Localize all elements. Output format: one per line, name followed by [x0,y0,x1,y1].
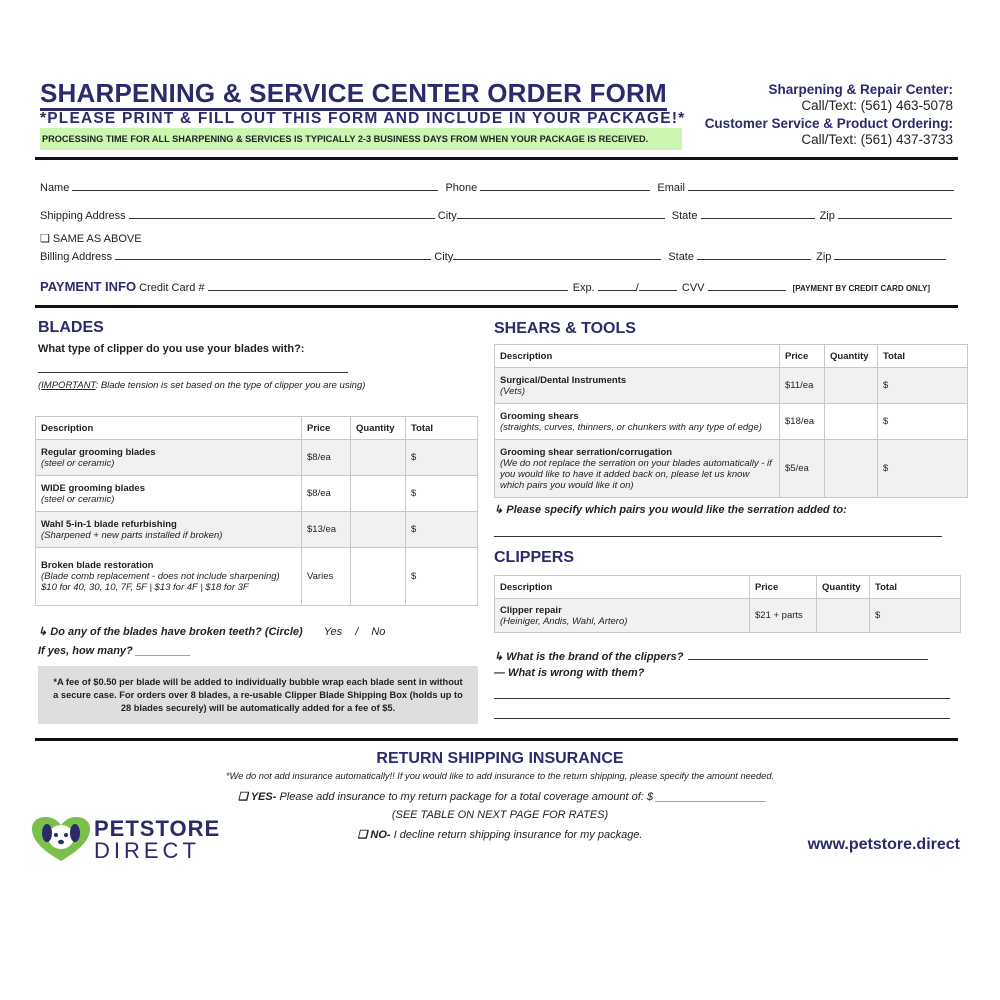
clipper-type-field[interactable] [38,361,348,373]
customer-service-label: Customer Service & Product Ordering: [704,116,953,131]
broken-teeth-yes[interactable]: Yes [323,626,343,638]
col-description: Description [495,576,750,599]
wrong-field-line-1[interactable] [494,688,950,699]
brand-field[interactable] [688,650,928,660]
serration-field[interactable] [494,526,942,537]
name-field[interactable] [72,181,438,191]
exp-month-field[interactable] [598,281,636,291]
important-label: IMPORTANT [41,380,96,391]
how-many-question: If yes, how many? _________ [38,645,191,657]
page-title: SHARPENING & SERVICE CENTER ORDER FORM [40,78,667,111]
row-note: (We do not replace the serration on your blades automatically - if you would like to have it added back on, please let us know which pairs you would like it on) [500,457,772,491]
row-price: $11/ea [780,368,825,404]
col-description: Description [36,417,302,440]
table-row [495,368,968,404]
insurance-divider [35,738,958,741]
payment-info-label: PAYMENT INFO [40,279,137,294]
row-total: $ [878,368,968,404]
brand-question: ↳ What is the brand of the clippers? [494,651,684,663]
insurance-yes-label: ❑ YES- [238,791,277,803]
table-row [36,440,478,476]
cvv-field[interactable] [708,281,786,291]
payment-note: [PAYMENT BY CREDIT CARD ONLY] [792,284,930,293]
row-total: $ [406,476,478,512]
col-total: Total [406,417,478,440]
insurance-no-label: ❑ NO- [357,829,391,841]
billing-state-label: State [668,251,694,263]
exp-label: Exp. [572,282,595,294]
insurance-note: *We do not add insurance automatically!! If you would like to add insurance to the return shipping, please specify the amount needed. [225,771,775,781]
header-divider [35,157,958,160]
table-row [495,440,968,498]
insurance-yes-text: Please add insurance to my return package for a total coverage amount of: $ __________________ [276,791,767,803]
col-total: Total [870,576,961,599]
broken-teeth-question: ↳ Do any of the blades have broken teeth? (Circle) [38,626,303,638]
row-quantity-field[interactable] [351,512,406,548]
shipping-row [40,209,952,222]
row-total: $ [870,599,961,633]
exp-year-field[interactable] [639,281,677,291]
row-note: (Vets) [500,385,525,397]
broken-teeth-row [38,625,385,638]
row-total: $ [878,440,968,498]
name-row [40,181,954,194]
row-total: $ [878,404,968,440]
row-price: $13/ea [302,512,351,548]
exp-separator: / [635,282,639,294]
clippers-title: CLIPPERS [494,549,575,566]
row-description: WIDE grooming blades [41,482,145,494]
blade-fee-note: *A fee of $0.50 per blade will be added to individually bubble wrap each blade sent in without a secure case. For orders over 8 blades, a re-usable Clipper Blade Shipping Box (holds up to 28 blades securely) will be automatically added for a fee of $5. [38,666,478,724]
insurance-yes-option[interactable] [238,790,766,803]
row-price: Varies [302,548,351,606]
row-note: (straights, curves, thinners, or chunkers with any type of edge) [500,421,762,433]
row-description: Wahl 5-in-1 blade refurbishing [41,518,177,530]
shears-table [494,344,968,498]
shipping-city-field[interactable] [457,209,665,219]
clippers-table [494,575,961,633]
website-url[interactable]: www.petstore.direct [807,836,960,853]
row-description: Clipper repair [500,604,562,616]
col-quantity: Quantity [351,417,406,440]
insurance-see-table: (SEE TABLE ON NEXT PAGE FOR RATES) [391,809,609,821]
important-text: : Blade tension is set based on the type of clipper you are using) [95,380,366,391]
blades-table [35,416,478,606]
phone-label: Phone [445,182,478,194]
billing-state-field[interactable] [697,250,811,260]
row-total: $ [406,440,478,476]
billing-zip-field[interactable] [834,250,946,260]
credit-card-field[interactable] [208,281,568,291]
section-divider [35,305,958,308]
billing-address-label: Billing Address [40,251,113,263]
table-row [495,404,968,440]
row-price: $8/ea [302,440,351,476]
shears-title: SHEARS & TOOLS [494,320,636,337]
cvv-label: CVV [681,282,705,294]
email-label: Email [657,182,685,194]
billing-city-field[interactable] [453,250,661,260]
row-description: Broken blade restoration [41,560,154,571]
row-total: $ [406,548,478,606]
row-quantity-field[interactable] [351,548,406,606]
processing-time-banner: PROCESSING TIME FOR ALL SHARPENING & SERVICES IS TYPICALLY 2-3 BUSINESS DAYS FROM WHEN YOUR PACKAGE IS RECEIVED. [40,128,682,150]
row-description: Grooming shear serration/corrugation [500,446,673,458]
row-total: $ [406,512,478,548]
payment-row [40,279,930,294]
col-description: Description [495,345,780,368]
row-note: (Sharpened + new parts installed if broken) [41,529,223,541]
email-field[interactable] [688,181,954,191]
billing-row [40,250,946,263]
wrong-question: — What is wrong with them? [494,667,645,679]
row-price: $5/ea [780,440,825,498]
row-note: (Heiniger, Andis, Wahl, Artero) [500,615,628,627]
row-note-sizes: $10 for 40, 30, 10, 7F, 5F | $13 for 4F | $18 for 3F [41,582,249,593]
logo-text-bottom: DIRECT [94,838,200,863]
repair-center-label: Sharpening & Repair Center: [768,82,953,97]
row-quantity-field[interactable] [825,368,878,404]
shipping-zip-label: Zip [819,210,835,222]
petstore-logo-icon [30,815,92,863]
shipping-zip-field[interactable] [838,209,952,219]
billing-address-field[interactable] [115,250,431,260]
shipping-state-label: State [671,210,698,222]
billing-city-label: City [434,251,454,263]
important-note [38,380,365,391]
row-quantity-field[interactable] [825,404,878,440]
row-price: $8/ea [302,476,351,512]
phone-field[interactable] [480,181,650,191]
logo-text-top: PETSTORE [94,816,221,841]
same-as-above-checkbox[interactable]: ❑ SAME AS ABOVE [40,233,142,245]
insurance-title: RETURN SHIPPING INSURANCE [376,750,624,767]
table-row [36,476,478,512]
row-quantity-field[interactable] [351,476,406,512]
shipping-city-label: City [437,210,457,222]
shipping-state-field[interactable] [701,209,815,219]
row-description: Grooming shears [500,410,579,422]
row-note: (steel or ceramic) [41,493,115,505]
row-quantity-field[interactable] [351,440,406,476]
brand-row [494,647,928,665]
broken-teeth-slash: / [355,626,359,638]
col-quantity: Quantity [817,576,870,599]
page-subtitle: *PLEASE PRINT & FILL OUT THIS FORM AND INCLUDE IN YOUR PACKAGE!* [40,110,686,127]
row-note: (steel or ceramic) [41,457,115,469]
row-quantity-field[interactable] [825,440,878,498]
billing-zip-label: Zip [816,251,832,263]
row-price: $18/ea [780,404,825,440]
repair-center-phone: Call/Text: (561) 463-5078 [801,98,953,113]
name-label: Name [40,182,70,194]
row-quantity-field[interactable] [817,599,870,633]
serration-question: ↳ Please specify which pairs you would like the serration added to: [494,504,847,516]
wrong-field-line-2[interactable] [494,708,950,719]
clipper-type-question: What type of clipper do you use your blades with?: [38,343,305,355]
shipping-address-field[interactable] [129,209,435,219]
table-row [36,512,478,548]
row-note: (Blade comb replacement - does not include sharpening) [41,571,280,582]
shipping-address-label: Shipping Address [40,210,126,222]
row-description: Surgical/Dental Instruments [500,374,627,386]
row-price: $21 + parts [750,599,817,633]
insurance-no-text: I decline return shipping insurance for my package. [390,829,643,841]
col-price: Price [302,417,351,440]
blades-title: BLADES [38,319,104,336]
important-open: ( [38,380,42,391]
row-description: Regular grooming blades [41,446,156,458]
table-row [36,548,478,606]
col-total: Total [878,345,968,368]
col-price: Price [780,345,825,368]
col-quantity: Quantity [825,345,878,368]
broken-teeth-no[interactable]: No [371,626,386,638]
col-price: Price [750,576,817,599]
credit-card-label: Credit Card # [139,282,205,294]
table-row [495,599,961,633]
customer-service-phone: Call/Text: (561) 437-3733 [801,132,953,147]
